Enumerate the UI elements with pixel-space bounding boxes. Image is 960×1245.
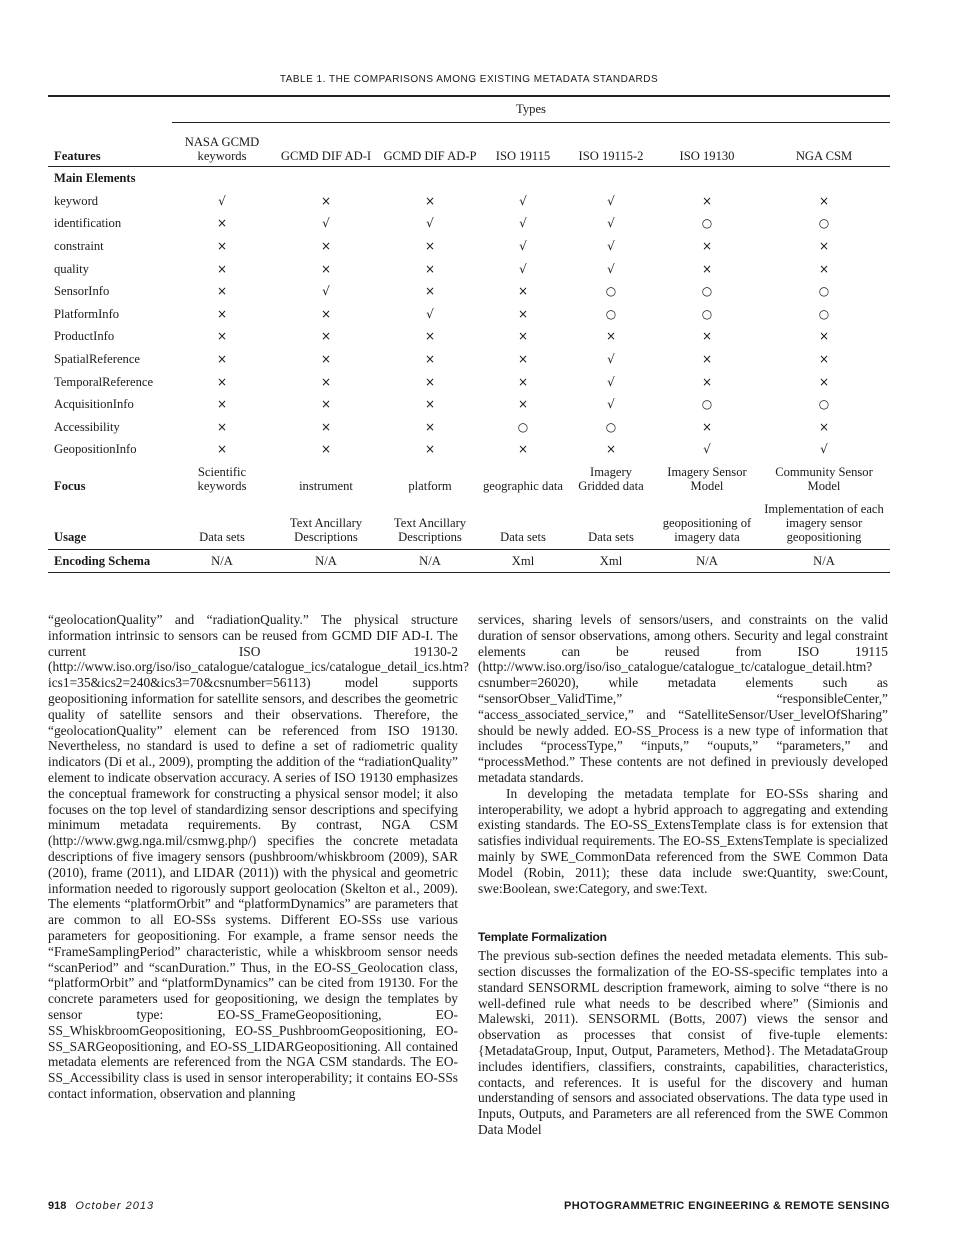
cell-symbol: ×	[818, 329, 830, 344]
cell-symbol: ×	[818, 352, 830, 367]
table-row	[48, 438, 890, 461]
focus-row-cell: Imagery Sensor Model	[667, 464, 747, 493]
cell-symbol: ×	[216, 216, 228, 231]
cell-symbol: √	[820, 442, 828, 457]
types-header-spacer	[48, 96, 172, 123]
usage-row-cell: Text Ancillary Descriptions	[289, 515, 363, 544]
features-header: Features	[48, 123, 172, 167]
focus-row-cell: geographic data	[482, 478, 564, 493]
column-header: GCMD DIF AD-I	[272, 123, 380, 167]
cell-symbol: √	[519, 239, 527, 254]
cell-symbol: ×	[320, 442, 332, 457]
usage-row-cell: Implementation of each imagery sensor geopositioning	[764, 501, 884, 544]
cell-symbol: ×	[216, 306, 228, 321]
cell-symbol: ×	[517, 329, 529, 344]
cell-symbol: √	[519, 261, 527, 276]
cell-symbol: √	[426, 306, 434, 321]
left-column	[48, 612, 469, 1102]
cell-symbol: ×	[517, 306, 529, 321]
usage-row-cell: Data sets	[588, 529, 634, 544]
row-label: ProductInfo	[54, 329, 115, 344]
focus-row-cell: Scientific keywords	[197, 464, 247, 493]
cell-symbol: ×	[818, 419, 830, 434]
page-footer-left	[48, 1200, 154, 1212]
column-header-row	[48, 123, 890, 167]
cell-symbol: ×	[701, 193, 713, 208]
right-paragraph-1: services, sharing levels of sensors/users, and constraints on the valid duration of sensor observations, among others. Security and legal constraint elements can be reused from ISO 19115 (http://www.iso.org/iso/iso_catalogue/catalogue_tc/catalogue_detail.htm?csnumber=26020), while metadata elements such as “sensorObser_ValidTime,” “responsibleCenter,” “access_associated_service,” and “SatelliteSensor/User_levelOfSharing” should be newly added. EO-SS_Process is a new type of information that includes “processType,” “inputs,” “ouputs,” “parameters,” and “processMethod.” These contents are not defined in previously developed metadata standards.	[478, 612, 888, 785]
cell-symbol: ×	[517, 442, 529, 457]
left-column-text: “geolocationQuality” and “radiationQuality.” The physical structure information intrinsic to sensors can be reused from GCMD DIF AD-I. The current ISO 19130-2 (http://www.iso.org/iso/iso_catalogue/catalogue_ics/catalogue_detail_ics.htm?ics1=35&ics2=240&ics3=70&csnumber=56113) model supports geopositioning information for satellite sensors, and describes the geometric quality of satellite sensors and their observations. Therefore, the “geolocationQuality” element can be referenced from ISO 19130. Nevertheless, no standard is used to define a set of radiometric quality indicators (Di et al., 2009), prompting the addition of the “radiationQuality” element to indicate observation accuracy. A series of ISO 19130 emphasizes the conceptual framework for constructing a physical sensor model; it also focuses on the top level of standardizing sensor descriptions and specifying minimum metadata requirements. By contrast, NGA CSM (http://www.gwg.nga.mil/csmwg.php/) specifies the concrete metadata descriptions of five imagery sensors (pushbroom/whiskbroom (2009), SAR (2010), frame (2011), and LIDAR (2011)) with the physical and geometric information needed to rigorously support geolocation (Skelton et al., 2009). The elements “platformOrbit” and “platformDynamics” are parameters that are common to all EO-SSs systems. Different EO-SSs use various parameters for geopositioning. For example, a frame sensor needs the “FrameSamplingPeriod” characteristic, while a whiskbroom sensor needs “scanPeriod” and “scanDuration.” Thus, in the EO-SS_Geolocation class, “platformOrbit” and “platformDynamics” can be cited from 19130. For the concrete parameters used for geopositioning, we design the templates by sensor type: EO-SS_FrameGeopositioning, EO-SS_WhiskbroomGeopositioning, EO-SS_PushbroomGeopositioning, EO-SS_SARGeopositioning, and EO-SS_LIDARGeopositioning. All contained metadata elements are referenced from the NGA CSM standards. The EO-SS_Accessibility class is used in sensor interoperability; it contains EO-SSs contact information, observation and planning	[48, 612, 469, 1101]
cell-symbol: ×	[216, 397, 228, 412]
usage-row-cell: geopositioning of imagery data	[662, 515, 752, 544]
cell-symbol: ×	[320, 397, 332, 412]
cell-symbol: ×	[424, 193, 436, 208]
row-label: GeopositionInfo	[54, 442, 137, 457]
row-label: quality	[54, 261, 89, 276]
cell-symbol: ○	[818, 306, 830, 321]
cell-symbol: ×	[216, 374, 228, 389]
cell-symbol: ×	[701, 261, 713, 276]
cell-symbol: ×	[216, 442, 228, 457]
encoding-row	[48, 549, 890, 572]
comparison-table	[48, 96, 890, 573]
cell-symbol: ○	[701, 306, 713, 321]
cell-symbol: √	[607, 239, 615, 254]
cell-symbol: ×	[424, 374, 436, 389]
right-paragraph-2: In developing the metadata template for EO-SSs sharing and interoperability, we adopt a hybrid approach to aggregating and extending existing standards. The EO-SS_ExtensTemplate class is for extension that satisfies individual requirements. The EO-SS_ExtensTemplate is specialized mainly by SWE_CommonData referenced from the SWE Common Data Model (Robin, 2011); these data include swe:Quantity, swe:Count, swe:Boolean, swe:Category, and swe:Text.	[478, 785, 888, 896]
cell-symbol: ○	[701, 397, 713, 412]
cell-symbol: √	[607, 193, 615, 208]
cell-symbol: ×	[424, 329, 436, 344]
table-row	[48, 212, 890, 235]
table-row	[48, 393, 890, 416]
cell-symbol: ×	[216, 284, 228, 299]
column-header: ISO 19115-2	[566, 123, 656, 167]
cell-symbol: ×	[320, 352, 332, 367]
encoding-cell: Xml	[566, 549, 656, 572]
column-header: ISO 19130	[656, 123, 758, 167]
row-label: Accessibility	[54, 419, 120, 434]
usage-row	[48, 498, 890, 550]
cell-symbol: ×	[517, 352, 529, 367]
cell-symbol: ○	[818, 397, 830, 412]
issue-date: October 2013	[75, 1200, 155, 1212]
row-label: TemporalReference	[54, 374, 154, 389]
cell-symbol: ×	[701, 374, 713, 389]
table-row	[48, 257, 890, 280]
cell-symbol: √	[607, 261, 615, 276]
cell-symbol: √	[607, 397, 615, 412]
cell-symbol: ×	[701, 352, 713, 367]
cell-symbol: ○	[517, 419, 529, 434]
table-row	[48, 303, 890, 326]
cell-symbol: ×	[424, 442, 436, 457]
table-row	[48, 325, 890, 348]
cell-symbol: ×	[424, 261, 436, 276]
usage-row-cell: Text Ancillary Descriptions	[393, 515, 467, 544]
cell-symbol: √	[322, 284, 330, 299]
page-number: 918	[48, 1200, 67, 1212]
cell-symbol: √	[703, 442, 711, 457]
cell-symbol: ×	[701, 329, 713, 344]
table-caption: TABLE 1. THE COMPARISONS AMONG EXISTING METADATA STANDARDS	[279, 74, 659, 85]
column-header: NGA CSM	[758, 123, 890, 167]
cell-symbol: ×	[424, 239, 436, 254]
column-header: ISO 19115	[480, 123, 566, 167]
cell-symbol: ×	[424, 397, 436, 412]
cell-symbol: ×	[424, 352, 436, 367]
main-elements-row	[48, 167, 890, 190]
row-label: PlatformInfo	[54, 306, 120, 321]
types-header: Types	[172, 96, 890, 123]
encoding-cell: N/A	[172, 549, 272, 572]
journal-name: PHOTOGRAMMETRIC ENGINEERING & REMOTE SENSING	[563, 1200, 890, 1212]
cell-symbol: ○	[605, 419, 617, 434]
cell-symbol: √	[218, 193, 226, 208]
row-label: identification	[54, 216, 122, 231]
encoding-cell: N/A	[656, 549, 758, 572]
focus-row-cell: Community Sensor Model	[775, 464, 873, 493]
cell-symbol: ×	[320, 306, 332, 321]
cell-symbol: ×	[320, 261, 332, 276]
row-label: SpatialReference	[54, 352, 141, 367]
usage-row-label: Usage	[54, 529, 87, 544]
cell-symbol: ○	[701, 284, 713, 299]
row-label: keyword	[54, 193, 99, 208]
cell-symbol: ×	[320, 374, 332, 389]
cell-symbol: ×	[424, 284, 436, 299]
cell-symbol: ×	[517, 374, 529, 389]
table-row	[48, 370, 890, 393]
usage-row-cell: Data sets	[199, 529, 245, 544]
cell-symbol: ×	[216, 239, 228, 254]
cell-symbol: √	[519, 193, 527, 208]
cell-symbol: √	[519, 216, 527, 231]
table-row	[48, 235, 890, 258]
cell-symbol: √	[322, 216, 330, 231]
cell-symbol: ×	[605, 329, 617, 344]
row-label: constraint	[54, 239, 104, 254]
cell-symbol: ×	[216, 261, 228, 276]
cell-symbol: ×	[818, 193, 830, 208]
cell-symbol: ×	[320, 193, 332, 208]
cell-symbol: ×	[818, 239, 830, 254]
cell-symbol: ○	[701, 216, 713, 231]
focus-row-cell: platform	[408, 478, 452, 493]
cell-symbol: √	[607, 216, 615, 231]
usage-row-cell: Data sets	[500, 529, 546, 544]
cell-symbol: ×	[818, 261, 830, 276]
cell-symbol: ×	[216, 352, 228, 367]
right-column	[478, 612, 888, 1138]
cell-symbol: ×	[424, 419, 436, 434]
table-row	[48, 348, 890, 371]
cell-symbol: ×	[216, 329, 228, 344]
encoding-cell: N/A	[380, 549, 480, 572]
focus-row-label: Focus	[54, 478, 86, 493]
cell-symbol: √	[607, 352, 615, 367]
cell-symbol: ×	[320, 329, 332, 344]
row-label: SensorInfo	[54, 284, 110, 299]
cell-symbol: ×	[701, 419, 713, 434]
cell-symbol: ×	[517, 284, 529, 299]
cell-symbol: ○	[818, 284, 830, 299]
column-header: NASA GCMD keywords	[172, 123, 272, 167]
row-label: AcquisitionInfo	[54, 397, 134, 412]
main-elements-header: Main Elements	[54, 171, 136, 186]
cell-symbol: ×	[320, 239, 332, 254]
encoding-label: Encoding Schema	[48, 549, 172, 572]
cell-symbol: ×	[818, 374, 830, 389]
cell-symbol: ×	[216, 419, 228, 434]
cell-symbol: ×	[517, 397, 529, 412]
focus-row	[48, 461, 890, 498]
cell-symbol: ○	[605, 306, 617, 321]
right-paragraph-3: The previous sub-section defines the needed metadata elements. This sub-section discusses the formalization of the EO-SS-specific templates into a standard SENSORML description framework, aiming to solve “there is no well-defined rule what needs to be described where” (Simionis and Malewski, 2011). SENSORML (Botts, 2007) views the sensor and observation as processes that consist of five-tuple elements: {MetadataGroup, Input, Output, Parameters, Method}. The MetadataGroup includes identifiers, classifiers, constraints, capabilities, characteristics, contacts, and references. It is useful for the discovery and human understanding of sensors and associated observations. The data type used in Inputs, Outputs, and Parameters are all referenced from the SWE Common Data Model	[478, 948, 888, 1137]
cell-symbol: ×	[320, 419, 332, 434]
cell-symbol: √	[607, 374, 615, 389]
table-row	[48, 416, 890, 439]
column-header: GCMD DIF AD-P	[380, 123, 480, 167]
cell-symbol: ○	[605, 284, 617, 299]
encoding-cell: N/A	[272, 549, 380, 572]
cell-symbol: ×	[701, 239, 713, 254]
cell-symbol: ×	[605, 442, 617, 457]
types-header-row	[48, 96, 890, 123]
encoding-cell: N/A	[758, 549, 890, 572]
cell-symbol: ○	[818, 216, 830, 231]
section-heading: Template Formalization	[478, 930, 607, 945]
table-row	[48, 190, 890, 213]
cell-symbol: √	[426, 216, 434, 231]
table-row	[48, 280, 890, 303]
focus-row-cell: Imagery Gridded data	[578, 464, 644, 493]
encoding-cell: Xml	[480, 549, 566, 572]
focus-row-cell: instrument	[299, 478, 353, 493]
